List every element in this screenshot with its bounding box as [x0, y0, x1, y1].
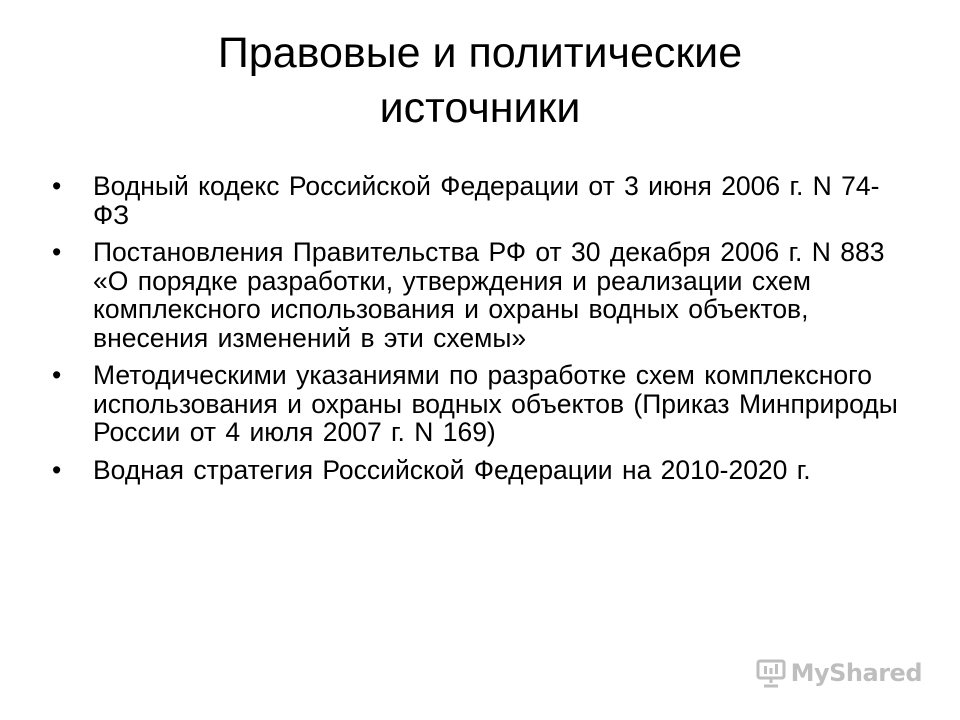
- bullet-marker: •: [52, 360, 62, 390]
- presentation-board-icon: [755, 658, 787, 688]
- list-item: [52, 172, 902, 229]
- watermark-text: MyShared: [790, 659, 922, 687]
- slide-title-line-2: источники: [379, 84, 581, 132]
- bullet-marker: •: [52, 454, 62, 485]
- list-item: [52, 238, 902, 352]
- bullet-text: Водная стратегия Российской Федерации на 2010-2020 г.: [93, 454, 811, 485]
- bullet-marker: •: [52, 171, 62, 201]
- list-item: [52, 361, 902, 447]
- bullet-marker: •: [52, 237, 62, 267]
- bullet-list: [52, 172, 902, 493]
- bullet-text: Постановления Правительства РФ от 30 декабря 2006 г. N 883 «О порядке разработки, утверждения и реализации схем комплексного использования и охраны водных объектов, внесения изменений в эти схемы»: [93, 237, 885, 353]
- watermark-logo[interactable]: [755, 658, 922, 688]
- bullet-text: Методическими указаниями по разработке схем комплексного использования и охраны водных объектов (Приказ Минприроды России от 4 июля 2007 г. N 169): [93, 360, 898, 447]
- slide-title-line-1: Правовые и политические: [217, 29, 743, 77]
- bullet-text: Водный кодекс Российской Федерации от 3 июня 2006 г. N 74-ФЗ: [93, 171, 880, 230]
- slide-title: [60, 26, 900, 136]
- list-item: [52, 456, 902, 485]
